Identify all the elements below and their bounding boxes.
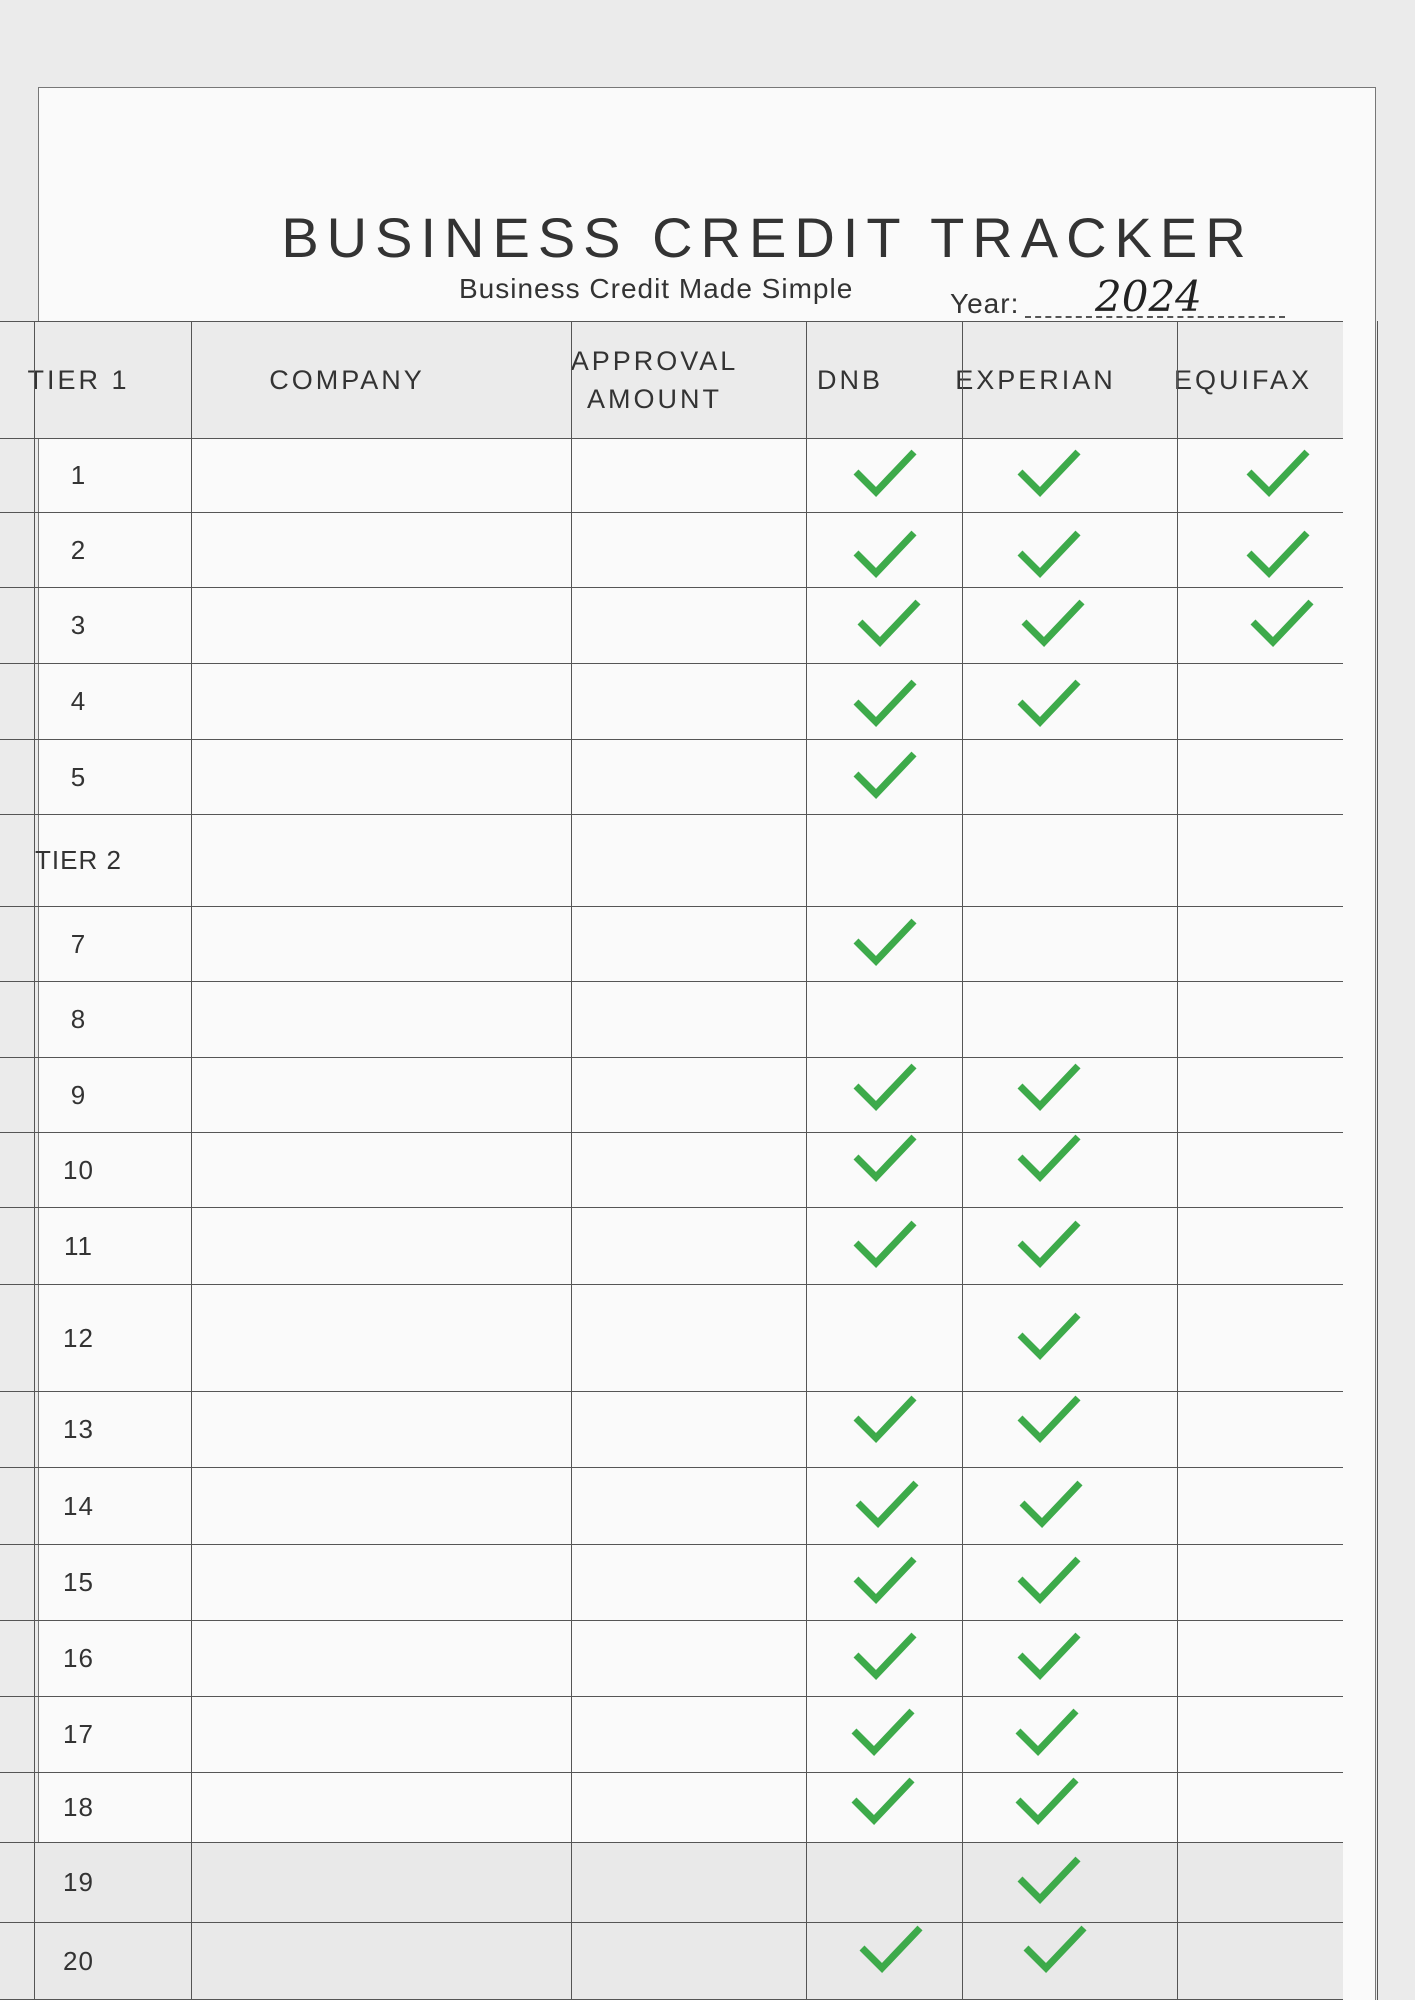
row-label: 16 [63, 1643, 94, 1673]
table-row [0, 1208, 1343, 1285]
year-label: Year: [950, 288, 1020, 319]
approval-amount-cell[interactable] [537, 588, 772, 663]
row-label: 7 [70, 928, 87, 959]
check-mark-icon [846, 1473, 926, 1533]
header-tier: TIER 1 [27, 365, 130, 395]
table-row [0, 907, 1343, 982]
table-row [0, 815, 1343, 907]
check-mark-icon [1010, 1473, 1090, 1533]
approval-amount-cell[interactable] [537, 1208, 772, 1284]
grid-column-line [806, 321, 807, 2000]
header-dnb: DNB [816, 365, 883, 395]
check-mark-icon [1008, 442, 1088, 502]
company-cell[interactable] [157, 1843, 537, 1922]
check-mark-icon [1008, 1056, 1088, 1116]
check-mark-icon [848, 592, 928, 652]
grid-column-line [1177, 321, 1178, 2000]
check-mark-icon [844, 672, 924, 732]
company-cell[interactable] [157, 1285, 537, 1391]
page-subtitle: Business Credit Made Simple [459, 273, 854, 304]
table-row [0, 1843, 1343, 1923]
page-title: BUSINESS CREDIT TRACKER [281, 206, 1254, 269]
approval-amount-cell[interactable] [537, 815, 772, 906]
approval-amount-cell[interactable] [537, 982, 772, 1057]
table-row [0, 1468, 1343, 1545]
approval-amount-cell[interactable] [537, 1285, 772, 1391]
row-label: 9 [70, 1079, 87, 1110]
check-mark-icon [1237, 523, 1317, 583]
grid-column-line [191, 321, 192, 2000]
row-label: 10 [63, 1154, 94, 1185]
row-label: 18 [63, 1792, 94, 1822]
company-cell[interactable] [157, 664, 537, 739]
row-label: 15 [63, 1567, 94, 1597]
check-mark-icon [1008, 1549, 1088, 1609]
approval-amount-cell[interactable] [537, 664, 772, 739]
approval-amount-cell[interactable] [537, 740, 772, 814]
row-label: 13 [63, 1414, 94, 1444]
check-mark-icon [1008, 1388, 1088, 1448]
grid-column-line [34, 321, 35, 2000]
row-label: 17 [63, 1719, 94, 1749]
table-row [0, 982, 1343, 1058]
approval-amount-cell[interactable] [537, 1468, 772, 1544]
check-mark-icon [844, 1213, 924, 1273]
row-label: 5 [70, 761, 87, 792]
row-label: 19 [63, 1867, 94, 1897]
check-mark-icon [1006, 1770, 1086, 1830]
approval-amount-cell[interactable] [537, 1545, 772, 1620]
approval-amount-cell[interactable] [537, 1923, 772, 1999]
row-label: 20 [63, 1945, 94, 1976]
check-mark-icon [1008, 523, 1088, 583]
table-row [0, 1392, 1343, 1468]
header-company: COMPANY [269, 365, 425, 395]
company-cell[interactable] [157, 438, 537, 512]
company-cell[interactable] [157, 1058, 537, 1132]
row-label: 11 [64, 1230, 93, 1261]
approval-amount-cell[interactable] [537, 1392, 772, 1467]
company-cell[interactable] [157, 1545, 537, 1620]
table-row [0, 1545, 1343, 1621]
check-mark-icon [842, 1770, 922, 1830]
approval-amount-cell[interactable] [537, 1843, 772, 1922]
table-row [0, 588, 1343, 664]
row-label: 2 [70, 534, 87, 565]
check-mark-icon [1008, 1213, 1088, 1273]
table-row [0, 438, 1343, 513]
row-label: TIER 2 [35, 845, 122, 875]
check-mark-icon [1014, 1918, 1094, 1978]
company-cell[interactable] [157, 815, 537, 906]
grid-column-line [571, 321, 572, 2000]
approval-amount-cell[interactable] [537, 1621, 772, 1696]
approval-amount-cell[interactable] [537, 1697, 772, 1772]
table-row [0, 1058, 1343, 1133]
company-cell[interactable] [157, 1208, 537, 1284]
check-mark-icon [844, 442, 924, 502]
row-label: 14 [63, 1490, 94, 1521]
approval-amount-cell[interactable] [537, 438, 772, 512]
row-label: 8 [70, 1004, 87, 1034]
company-cell[interactable] [157, 1133, 537, 1207]
year-value[interactable]: 2024 [1095, 272, 1202, 321]
check-mark-icon [844, 1388, 924, 1448]
check-mark-icon [1008, 1127, 1088, 1187]
row-label: 3 [70, 610, 87, 640]
company-cell[interactable] [157, 740, 537, 814]
table-header [0, 321, 1343, 439]
check-mark-icon [1008, 1849, 1088, 1909]
company-cell[interactable] [157, 513, 537, 587]
company-cell[interactable] [157, 1468, 537, 1544]
company-cell[interactable] [157, 1392, 537, 1467]
table-row [0, 1773, 1343, 1843]
company-cell[interactable] [157, 1697, 537, 1772]
approval-amount-cell[interactable] [537, 907, 772, 981]
approval-amount-cell[interactable] [537, 513, 772, 587]
check-mark-icon [850, 1918, 930, 1978]
check-mark-icon [844, 1625, 924, 1685]
table-row [0, 740, 1343, 815]
company-cell[interactable] [157, 982, 537, 1057]
row-label: 4 [70, 686, 87, 716]
table-row [0, 1133, 1343, 1208]
table-row [0, 1621, 1343, 1697]
check-mark-icon [1008, 672, 1088, 732]
approval-amount-cell[interactable] [537, 1773, 772, 1842]
approval-amount-cell[interactable] [537, 1133, 772, 1207]
table-row [0, 1697, 1343, 1773]
check-mark-icon [844, 1127, 924, 1187]
check-mark-icon [1008, 1625, 1088, 1685]
check-mark-icon [1241, 592, 1321, 652]
table-row [0, 1285, 1343, 1392]
company-cell[interactable] [157, 588, 537, 663]
check-mark-icon [1006, 1701, 1086, 1761]
table-row [0, 664, 1343, 740]
approval-amount-cell[interactable] [537, 1058, 772, 1132]
grid-column-line [962, 321, 963, 2000]
check-mark-icon [1237, 442, 1317, 502]
header-approval-amount: APPROVAL AMOUNT [570, 346, 739, 414]
table-row [0, 1923, 1343, 2000]
row-label: 12 [63, 1322, 94, 1353]
company-cell[interactable] [157, 907, 537, 981]
check-mark-icon [844, 523, 924, 583]
table-row [0, 513, 1343, 588]
check-mark-icon [842, 1701, 922, 1761]
check-mark-icon [844, 744, 924, 804]
header-experian: EXPERIAN [955, 365, 1116, 395]
grid-column-line [1377, 321, 1378, 2000]
check-mark-icon [844, 1549, 924, 1609]
check-mark-icon [844, 911, 924, 971]
company-cell[interactable] [157, 1621, 537, 1696]
company-cell[interactable] [157, 1923, 537, 1999]
check-mark-icon [844, 1056, 924, 1116]
row-label: 1 [70, 459, 87, 490]
header-equifax: EQUIFAX [1173, 365, 1313, 395]
check-mark-icon [1008, 1305, 1088, 1365]
company-cell[interactable] [157, 1773, 537, 1842]
check-mark-icon [1012, 592, 1092, 652]
